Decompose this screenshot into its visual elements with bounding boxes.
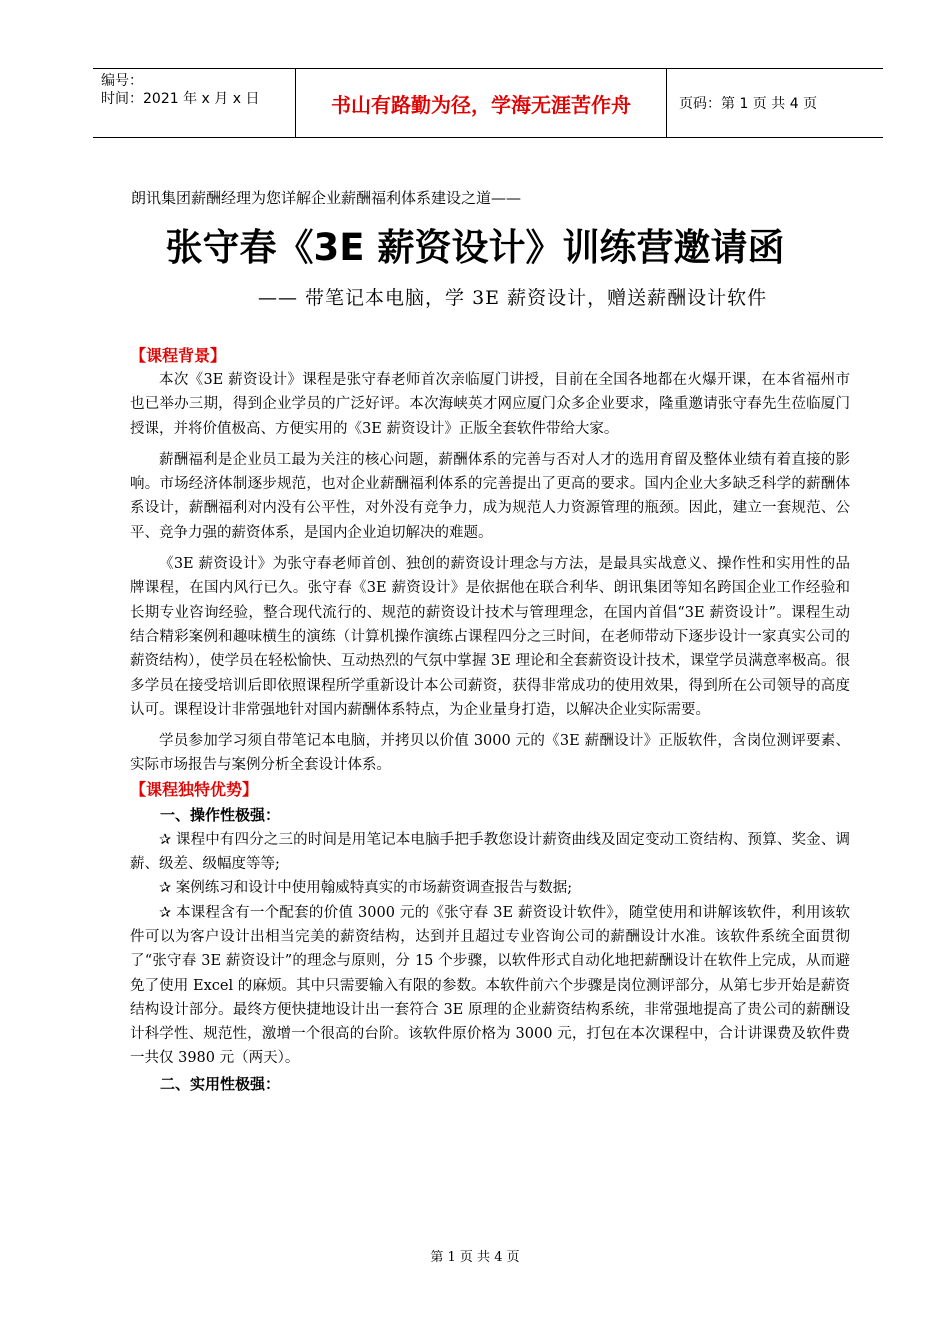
document-body (130, 344, 850, 1097)
background-paragraph: 《3E 薪资设计》为张守春老师首创、独创的薪资设计理念与方法，是最具实战意义、操作性和实用性的品牌课程，在国内风行已久。张守春《3E 薪资设计》是依据他在联合利华、朗讯集团等知名跨国企业工作经验和长期专业咨询经验，整合现代流行的、规范的薪资设计技术与管理理念，在国内首倡“3E 薪资设计”。课程生动结合精彩案例和趣味横生的演练（计算机操作演练占课程四分之三时间，在老师带动下逐步设计一家真实公司的薪资结构），使学员在轻松愉快、互动热烈的气氛中掌握 3E 理论和全套薪资设计技术，课堂学员满意率极高。很多学员在接受培训后即依照课程所学重新设计本公司薪资，获得非常成功的使用效果，得到所在公司领导的高度认可。课程设计非常强地针对国内薪酬体系特点，为企业量身打造，以解决企业实际需要。 (130, 556, 850, 718)
page-subtitle: —— 带笔记本电脑，学 3E 薪资设计，赠送薪酬设计软件 (258, 287, 768, 309)
advantage-bullet: ✰ 课程中有四分之三的时间是用笔记本电脑手把手教您设计薪资曲线及固定变动工资结构、预算、奖金、调薪、级差、级幅度等等; (130, 831, 850, 873)
page-footer: 第 1 页 共 4 页 (430, 1250, 520, 1265)
section-heading-advantages: 【课程独特优势】 (130, 779, 259, 799)
document-time-label: 时间：2021 年 x 月 x 日 (101, 91, 260, 107)
section-heading-background: 【课程背景】 (130, 346, 227, 365)
document-number-label: 编号： (101, 73, 143, 89)
page-header (93, 68, 883, 138)
advantage-bullet: ✰ 本课程含有一个配套的价值 3000 元的《张守春 3E 薪资设计软件》，随堂使用和讲解该软件，利用该软件可以为客户设计出相当完美的薪资结构，达到并且超过专业咨询公司的薪酬设计水准。该软件系统全面贯彻了“张守春 3E 薪资设计”的理念与原则，分 15 个步骤，以软件形式自动化地把薪酬设计在软件上完成，从而避免了使用 Excel 的麻烦。其中只需要输入有限的参数。本软件前六个步骤是岗位测评部分，从第七步开始是薪资结构设计部分。最终方便快捷地设计出一套符合 3E 原理的企业薪资结构系统，非常强地提高了贵公司的薪酬设计科学性、规范性，激增一个很高的台阶。该软件原价格为 3000 元，打包在本次课程中，合计讲课费及软件费一共仅 3980 元（两天）。 (130, 904, 850, 1067)
header-meta (93, 69, 295, 137)
background-paragraph: 本次《3E 薪资设计》课程是张守春老师首次亲临厦门讲授，目前在全国各地都在火爆开课，在本省福州市也已举办三期，得到企业学员的广泛好评。本次海峡英才网应厦门众多企业要求，隆重邀请张守春先生莅临厦门授课，并将价值极高、方便实用的《3E 薪资设计》正版全套软件带给大家。 (130, 372, 850, 437)
intro-line: 朗讯集团薪酬经理为您详解企业薪酬福利体系建设之道—— (131, 189, 522, 207)
subheading-operability: 一、操作性极强： (160, 805, 281, 824)
header-page-info: 页码：第 1 页 共 4 页 (679, 96, 818, 112)
page-title: 张守春《3E 薪资设计》训练营邀请函 (165, 226, 785, 269)
advantage-bullet: ✰ 案例练习和设计中使用翰威特真实的市场薪资调查报告与数据; (159, 880, 573, 897)
header-motto: 书山有路勤为径，学海无涯苦作舟 (295, 69, 667, 137)
background-paragraph: 学员参加学习须自带笔记本电脑，并拷贝以价值 3000 元的《3E 薪酬设计》正版软件，含岗位测评要素、实际市场报告与案例分析全套设计体系。 (130, 733, 850, 774)
background-paragraph: 薪酬福利是企业员工最为关注的核心问题，薪酬体系的完善与否对人才的选用育留及整体业绩有着直接的影响。市场经济体制逐步规范，也对企业薪酬福利体系的完善提出了更高的要求。国内企业大多缺乏科学的薪酬体系设计，薪酬福利对内没有公平性，对外没有竞争力，成为规范人力资源管理的瓶颈。因此，建立一套规范、公平、竞争力强的薪资体系，是国内企业迫切解决的难题。 (130, 451, 850, 541)
subheading-practicality: 二、实用性极强： (160, 1074, 281, 1093)
